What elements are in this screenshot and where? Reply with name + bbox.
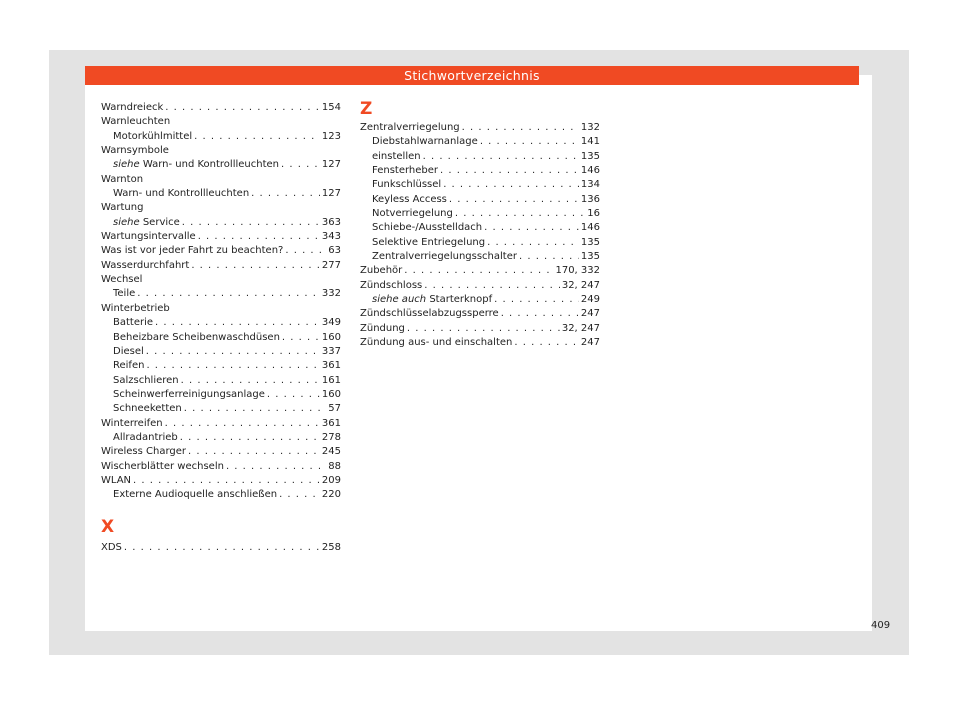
index-term-text: Winterbetrieb: [101, 302, 170, 314]
dot-leader: [188, 445, 320, 459]
index-term-text: Service: [142, 216, 180, 228]
index-entry: [101, 431, 341, 445]
dot-leader: [267, 388, 320, 402]
dot-leader: [462, 121, 579, 135]
dot-leader: [194, 130, 320, 144]
index-term: [372, 150, 421, 164]
index-term: [372, 236, 485, 250]
page-reference: 123: [321, 130, 341, 142]
index-entry: [360, 164, 600, 178]
index-term: [101, 460, 224, 474]
index-entry: [360, 221, 600, 235]
page-reference: 247: [580, 337, 600, 349]
page-reference: 361: [321, 417, 341, 429]
dot-leader: [480, 135, 579, 149]
page-reference: 88: [328, 460, 341, 472]
index-term: [113, 345, 144, 359]
index-entry: [101, 230, 341, 244]
index-entry: [101, 259, 341, 273]
index-term-text: Wireless Charger: [101, 446, 187, 458]
page-reference: 32, 247: [561, 322, 600, 334]
dot-leader: [501, 307, 579, 321]
index-entry: [101, 101, 341, 115]
index-term-text: Warnleuchten: [101, 116, 171, 128]
dot-leader: [226, 460, 326, 474]
page-reference: 127: [321, 159, 341, 171]
index-entry: [101, 374, 341, 388]
index-term-text: Zündung aus- und einschalten: [360, 337, 513, 349]
index-entry: [360, 207, 600, 221]
index-term: [113, 402, 182, 416]
dot-leader: [137, 287, 320, 301]
index-term: [360, 121, 460, 135]
dot-leader: [494, 293, 579, 307]
index-list-x: [101, 541, 341, 555]
page-reference: 220: [321, 489, 341, 501]
index-term: [113, 488, 277, 502]
index-term: [360, 264, 402, 278]
index-term-text: Warn- und Kontrollleuchten: [142, 159, 279, 171]
index-term-text: Was ist vor jeder Fahrt zu beachten?: [101, 245, 284, 257]
index-term: [101, 273, 142, 287]
page-reference: 135: [580, 236, 600, 248]
page-reference: 32, 247: [561, 279, 600, 291]
index-entry: [101, 488, 341, 502]
index-term-text: Zündung: [360, 322, 405, 334]
dot-leader: [443, 178, 579, 192]
dot-leader: [198, 230, 320, 244]
page-reference: 63: [328, 245, 341, 257]
dot-leader: [404, 264, 553, 278]
page-reference: 132: [580, 122, 600, 133]
index-term: [101, 417, 163, 431]
index-term-text: Funkschlüssel: [372, 179, 442, 191]
index-entry: [101, 115, 341, 129]
page-reference: 332: [321, 288, 341, 300]
index-term-text: Notverriegelung: [372, 208, 453, 220]
index-entry: [101, 187, 341, 201]
index-entry: [101, 359, 341, 373]
dot-leader: [181, 374, 320, 388]
index-entry: [101, 144, 341, 158]
index-term-text: Wartung: [101, 202, 144, 214]
index-entry: [101, 316, 341, 330]
index-term: [101, 302, 170, 316]
index-entry: [360, 307, 600, 321]
page-reference: 245: [321, 446, 341, 458]
index-term: [360, 322, 405, 336]
index-term: [113, 316, 153, 330]
page-reference: 363: [321, 216, 341, 228]
index-entry: [101, 445, 341, 459]
index-term: [101, 173, 143, 187]
index-term-text: Keyless Access: [372, 193, 447, 205]
see-reference: siehe auch: [372, 294, 427, 306]
dot-leader: [407, 322, 560, 336]
index-term: [360, 336, 512, 350]
index-term: [372, 193, 447, 207]
index-term: [372, 250, 517, 264]
dot-leader: [484, 221, 579, 235]
index-entry: [360, 336, 600, 350]
page-number: 409: [871, 620, 891, 631]
index-entry: [101, 216, 341, 230]
index-term-text: XDS: [101, 541, 122, 553]
page-reference: 127: [321, 188, 341, 200]
page-reference: 146: [580, 165, 600, 177]
index-term: [101, 445, 186, 459]
dot-leader: [281, 158, 320, 172]
dot-leader: [124, 541, 320, 555]
page-reference: 134: [580, 179, 600, 191]
dot-leader: [146, 359, 319, 373]
index-term: [113, 359, 144, 373]
index-term-text: Diebstahlwarnanlage: [372, 136, 478, 148]
index-term-text: Batterie: [113, 317, 154, 329]
index-term: [372, 164, 438, 178]
page-reference: 135: [580, 251, 600, 263]
index-term: [372, 293, 492, 307]
page-reference: 57: [328, 403, 341, 415]
index-list-z: [360, 121, 600, 351]
index-term-text: Wechsel: [101, 274, 143, 286]
index-entry: [101, 158, 341, 172]
index-entry: [101, 474, 341, 488]
index-list-w: [101, 101, 341, 503]
index-entry: [101, 541, 341, 555]
see-reference: siehe: [113, 159, 140, 171]
page-reference: 135: [580, 150, 600, 162]
index-term: [101, 244, 283, 258]
index-entry: [360, 250, 600, 264]
index-entry: [360, 135, 600, 149]
index-column-right: [360, 101, 600, 351]
dot-leader: [487, 236, 579, 250]
page-reference: 160: [321, 331, 341, 343]
dot-leader: [146, 345, 320, 359]
index-entry: [101, 130, 341, 144]
index-entry: [101, 417, 341, 431]
index-term-text: Teile: [113, 288, 136, 300]
index-term-text: Schneeketten: [113, 403, 182, 415]
see-reference: siehe: [113, 216, 140, 228]
index-entry: [101, 244, 341, 258]
index-term: [372, 221, 482, 235]
dot-leader: [424, 279, 560, 293]
index-entry: [101, 173, 341, 187]
dot-leader: [165, 101, 320, 115]
index-term-text: Warnsymbole: [101, 145, 169, 157]
index-term-text: Zündschlüsselabzugssperre: [360, 308, 499, 320]
index-term: [360, 307, 499, 321]
page-reference: 146: [580, 222, 600, 234]
page-reference: 136: [580, 193, 600, 205]
index-term: [113, 216, 180, 230]
index-term-text: Scheinwerferreinigungsanlage: [113, 388, 265, 400]
index-term: [113, 431, 178, 445]
page-reference: 141: [580, 136, 600, 148]
dot-leader: [182, 216, 320, 230]
page-reference: 277: [321, 259, 341, 271]
index-term: [113, 388, 265, 402]
dot-leader: [449, 193, 579, 207]
dot-leader: [455, 207, 585, 221]
index-term-text: Warnton: [101, 173, 144, 185]
index-term: [101, 474, 131, 488]
dot-leader: [251, 187, 320, 201]
dot-leader: [279, 488, 320, 502]
dot-leader: [440, 164, 579, 178]
index-entry: [360, 293, 600, 307]
page-reference: 343: [321, 231, 341, 243]
index-column-left: [101, 101, 341, 555]
index-entry: [360, 193, 600, 207]
index-term-text: einstellen: [372, 150, 421, 162]
dot-leader: [191, 259, 320, 273]
index-entry: [360, 178, 600, 192]
page-reference: 278: [321, 431, 341, 443]
index-term-text: Zündschloss: [360, 279, 423, 291]
dot-leader: [514, 336, 579, 350]
index-entry: [360, 150, 600, 164]
index-entry: [101, 345, 341, 359]
index-term-text: WLAN: [101, 474, 132, 486]
page-reference: 349: [321, 317, 341, 329]
index-term: [101, 230, 196, 244]
index-term: [101, 144, 169, 158]
index-term-text: Motorkühlmittel: [113, 130, 193, 142]
page-title: Stichwortverzeichnis: [85, 66, 859, 85]
section-letter-x: X: [101, 516, 115, 537]
page-reference: 154: [321, 102, 341, 113]
index-term-text: Warndreieck: [101, 102, 164, 113]
index-entry: [101, 302, 341, 316]
index-term-text: Warn- und Kontrollleuchten: [113, 188, 250, 200]
dot-leader: [155, 316, 320, 330]
page-reference: 209: [321, 474, 341, 486]
dot-leader: [165, 417, 320, 431]
index-entry: [360, 279, 600, 293]
index-term: [113, 130, 192, 144]
page-reference: 361: [321, 360, 341, 372]
index-term-text: Zubehör: [360, 265, 403, 277]
index-term-text: Zentralverriegelungsschalter: [372, 251, 517, 263]
index-term-text: Beheizbare Scheibenwaschdüsen: [113, 331, 280, 343]
index-term: [113, 187, 249, 201]
index-entry: [101, 388, 341, 402]
page-reference: 247: [580, 308, 600, 320]
index-term: [372, 135, 478, 149]
dot-leader: [180, 431, 320, 445]
index-term: [101, 101, 163, 115]
index-term-text: Starterknopf: [429, 294, 493, 306]
dot-leader: [184, 402, 327, 416]
dot-leader: [423, 150, 579, 164]
dot-leader: [519, 250, 579, 264]
page-reference: 160: [321, 388, 341, 400]
index-term: [372, 178, 441, 192]
index-term-text: Winterreifen: [101, 417, 163, 429]
index-entry: [101, 287, 341, 301]
index-entry: [101, 273, 341, 287]
page-reference: 161: [321, 374, 341, 386]
page-reference: 258: [321, 541, 341, 553]
index-term-text: Wasserdurchfahrt: [101, 259, 190, 271]
dot-leader: [133, 474, 320, 488]
index-entry: [101, 460, 341, 474]
dot-leader: [282, 331, 320, 345]
index-term: [372, 207, 453, 221]
index-entry: [101, 331, 341, 345]
index-term: [101, 541, 122, 555]
page-reference: 16: [587, 208, 600, 220]
index-term-text: Salzschlieren: [113, 374, 179, 386]
index-entry: [360, 121, 600, 135]
page-reference: 249: [580, 294, 600, 306]
index-term: [113, 374, 179, 388]
index-entry: [360, 236, 600, 250]
index-term: [101, 115, 170, 129]
index-entry: [360, 264, 600, 278]
index-term-text: Allradantrieb: [113, 431, 178, 443]
index-term: [113, 331, 280, 345]
index-term-text: Reifen: [113, 360, 145, 372]
index-term-text: Wartungsintervalle: [101, 231, 196, 243]
index-term: [101, 201, 143, 215]
index-term: [101, 259, 189, 273]
index-term-text: Schiebe-/Ausstelldach: [372, 222, 483, 234]
page-reference: 170, 332: [555, 265, 600, 277]
index-term-text: Wischerblätter wechseln: [101, 460, 224, 472]
dot-leader: [285, 244, 326, 258]
index-term-text: Fensterheber: [372, 165, 439, 177]
index-term: [360, 279, 422, 293]
index-term: [113, 158, 279, 172]
index-term-text: Externe Audioquelle anschließen: [113, 489, 278, 501]
index-term-text: Selektive Entriegelung: [372, 236, 486, 248]
index-term: [113, 287, 135, 301]
page-reference: 337: [321, 345, 341, 357]
index-term-text: Diesel: [113, 345, 144, 357]
section-letter-z: Z: [360, 99, 373, 119]
index-entry: [101, 402, 341, 416]
index-entry: [360, 322, 600, 336]
index-entry: [101, 201, 341, 215]
index-term-text: Zentralverriegelung: [360, 122, 460, 133]
